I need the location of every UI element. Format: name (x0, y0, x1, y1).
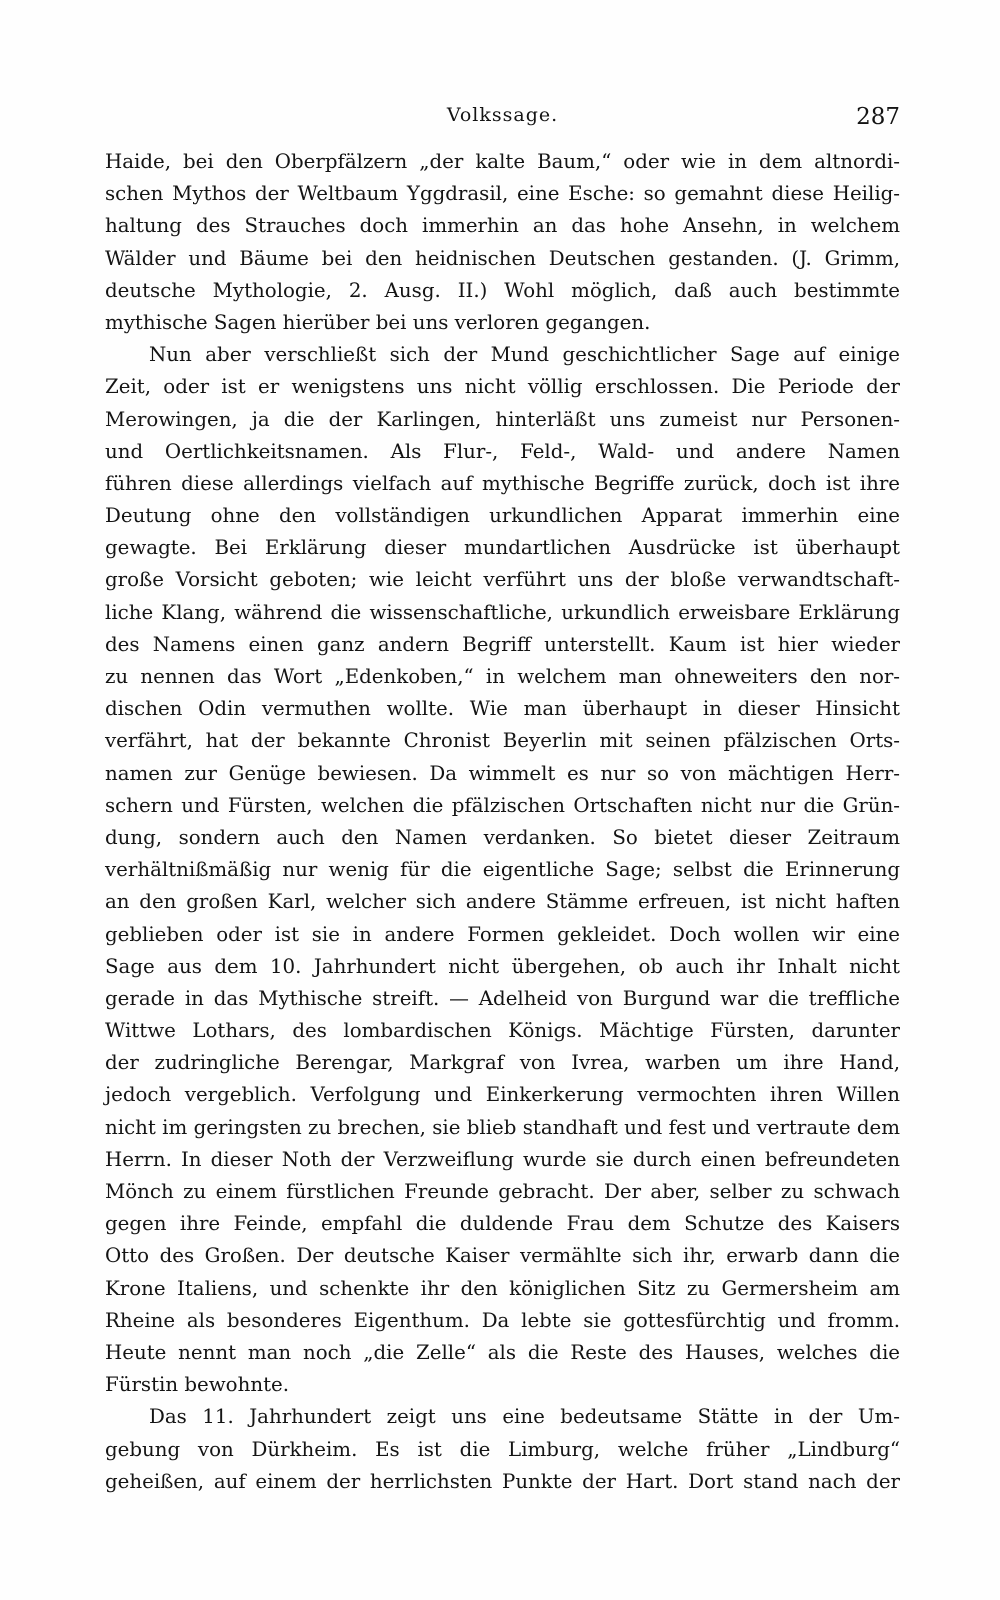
text-line: große Vorsicht geboten; wie leicht verführt uns der bloße verwandtschaft- (105, 568, 900, 592)
text-line: geheißen, auf einem der herrlichsten Punkte der Hart. Dort stand nach der (105, 1469, 900, 1493)
text-line: Deutung ohne den vollständigen urkundlichen Apparat immerhin eine (105, 504, 900, 528)
text-line: und Oertlichkeitsnamen. Als Flur-, Feld-, Wald- und andere Namen (105, 439, 900, 463)
text-line: der zudringliche Berengar, Markgraf von Ivrea, warben um ihre Hand, (105, 1051, 900, 1075)
page-number: 287 (856, 104, 900, 130)
text-line: deutsche Mythologie, 2. Ausg. II.) Wohl möglich, daß auch bestimmte (105, 278, 900, 302)
text-line: verhältnißmäßig nur wenig für die eigentliche Sage; selbst die Erinnerung (105, 858, 900, 882)
text-line: gegen ihre Feinde, empfahl die duldende Frau dem Schutze des Kaisers (105, 1212, 900, 1236)
text-line: Krone Italiens, und schenkte ihr den königlichen Sitz zu Germersheim am (105, 1276, 900, 1300)
text-line: Haide, bei den Oberpfälzern „der kalte Baum,“ oder wie in dem altnordi- (105, 150, 900, 173)
text-line: gebung von Dürkheim. Es ist die Limburg, welche früher „Lindburg“ (105, 1437, 900, 1461)
text-line: zu nennen das Wort „Edenkoben,“ in welchem man ohneweiters den nor- (105, 665, 900, 688)
text-line: verfährt, hat der bekannte Chronist Beyerlin mit seinen pfälzischen Orts- (105, 729, 900, 753)
text-line: schern und Fürsten, welchen die pfälzischen Ortschaften nicht nur die Grün- (105, 793, 900, 817)
text-line: führen diese allerdings vielfach auf mythische Begriffe zurück, doch ist ihre (105, 471, 900, 495)
text-line: jedoch vergeblich. Verfolgung und Einkerkerung vermochten ihren Willen (105, 1083, 900, 1107)
text-line: dischen Odin vermuthen wollte. Wie man überhaupt in dieser Hinsicht (105, 697, 900, 721)
text-line: liche Klang, während die wissenschaftliche, urkundlich erweisbare Erklärung (105, 600, 900, 624)
running-head (105, 104, 900, 140)
running-title: Volkssage. (446, 104, 559, 126)
text-line: Das 11. Jahrhundert zeigt uns eine bedeutsame Stätte in der Um- (149, 1405, 900, 1429)
text-line: Wälder und Bäume bei den heidnischen Deutschen gestanden. (J. Grimm, (105, 246, 900, 270)
text-line: mythische Sagen hierüber bei uns verloren gegangen. (105, 310, 651, 334)
text-line: dung, sondern auch den Namen verdanken. So bietet dieser Zeitraum (105, 825, 900, 849)
text-line: Mönch zu einem fürstlichen Freunde gebracht. Der aber, selber zu schwach (105, 1180, 900, 1203)
text-line: Nun aber verschließt sich der Mund geschichtlicher Sage auf einige (149, 343, 900, 367)
text-line: namen zur Genüge bewiesen. Da wimmelt es nur so von mächtigen Herr- (105, 761, 900, 785)
text-line: gerade in das Mythische streift. — Adelheid von Burgund war die treffliche (105, 986, 900, 1010)
text-line: Fürstin bewohnte. (105, 1373, 290, 1397)
text-line: Herrn. In dieser Noth der Verzweiflung wurde sie durch einen befreundeten (105, 1147, 900, 1171)
text-line: Rheine als besonderes Eigenthum. Da lebte sie gottesfürchtig und fromm. (105, 1308, 900, 1332)
text-line: an den großen Karl, welcher sich andere Stämme erfreuen, ist nicht haften (105, 890, 900, 914)
text-line: gewagte. Bei Erklärung dieser mundartlichen Ausdrücke ist überhaupt (105, 536, 900, 560)
text-line: Wittwe Lothars, des lombardischen Königs. Mächtige Fürsten, darunter (105, 1019, 900, 1043)
text-line: schen Mythos der Weltbaum Yggdrasil, eine Esche: so gemahnt diese Heilig- (105, 182, 900, 206)
text-line: Heute nennt man noch „die Zelle“ als die Reste des Hauses, welches die (105, 1340, 900, 1364)
text-line: Otto des Großen. Der deutsche Kaiser vermählte sich ihr, erwarb dann die (105, 1244, 900, 1268)
text-line: geblieben oder ist sie in andere Formen gekleidet. Doch wollen wir eine (105, 922, 900, 946)
text-line: haltung des Strauches doch immerhin an das hohe Ansehn, in welchem (105, 214, 900, 238)
body-text (105, 146, 900, 1498)
text-line: Zeit, oder ist er wenigstens uns nicht völlig erschlossen. Die Periode der (105, 375, 900, 399)
text-line: Merowingen, ja die der Karlingen, hinterläßt uns zumeist nur Personen- (105, 407, 900, 431)
text-line: Sage aus dem 10. Jahrhundert nicht übergehen, ob auch ihr Inhalt nicht (105, 954, 900, 978)
text-line: nicht im geringsten zu brechen, sie blieb standhaft und fest und vertraute dem (105, 1115, 900, 1139)
text-line: des Namens einen ganz andern Begriff unterstellt. Kaum ist hier wieder (105, 632, 900, 656)
